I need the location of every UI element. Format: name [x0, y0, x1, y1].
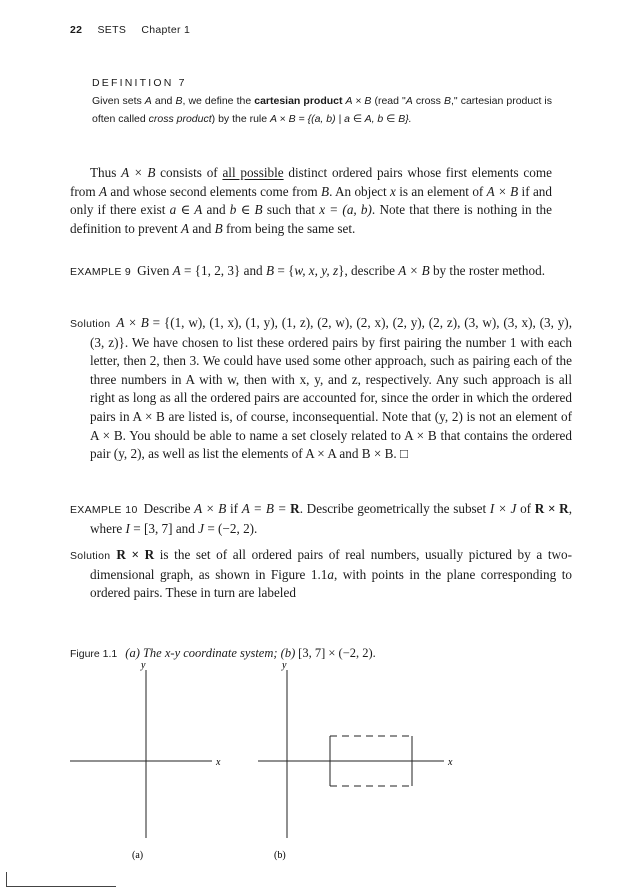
p-text: distinct ordered pairs whose first elements come from: [70, 165, 552, 199]
p-text: from being the same set.: [222, 220, 356, 236]
page-number: 22: [70, 24, 83, 36]
e-text: . Describe geometrically the subset: [299, 501, 490, 516]
e-text: = {1, 2, 3} and: [180, 263, 266, 278]
p-expr: A × B: [121, 165, 156, 180]
p-text: and: [189, 220, 215, 236]
e-text: Describe: [143, 501, 195, 516]
e-bold: R: [290, 501, 300, 516]
def-alt: cross product: [148, 113, 212, 125]
s-var: a: [327, 566, 334, 582]
p-text: and: [202, 202, 230, 218]
def-var: B: [175, 95, 183, 107]
p-text: . Note that there is nothing in the definition to prevent: [70, 202, 552, 236]
s-text: = {(1,: [148, 315, 189, 330]
e-expr: A × B: [398, 263, 430, 278]
def-text: (read ": [371, 95, 406, 107]
s-expr: A × B: [116, 315, 149, 330]
e-text: = {: [274, 263, 295, 278]
panel-b-x-label: x: [448, 757, 453, 768]
panel-a: [70, 660, 221, 861]
solution-label: Solution: [70, 318, 111, 330]
def-rule: A × B = {(a, b) | a ∈ A, b ∈ B}.: [270, 113, 412, 125]
panel-b-label: (b): [274, 850, 286, 861]
e-text: , where: [90, 501, 572, 536]
p-text: consists of: [155, 165, 223, 180]
def-var: B: [443, 95, 451, 107]
end-of-proof-icon: □: [399, 446, 408, 462]
e-var: J: [198, 520, 205, 536]
e-expr: I × J: [489, 501, 517, 516]
p-text: Thus: [90, 165, 122, 180]
e-text: of: [516, 501, 535, 516]
p-var: A: [180, 220, 190, 236]
e-expr: A × B: [194, 501, 227, 516]
p-var: B: [321, 183, 330, 199]
panel-a-label: (a): [132, 850, 144, 861]
solution-label: Solution: [70, 550, 111, 562]
def-expr: A × B: [345, 95, 372, 107]
e-var: A: [172, 263, 181, 278]
def-text: cross: [412, 95, 444, 107]
e-var: I: [125, 520, 130, 536]
p-var: B: [214, 220, 223, 236]
def-text: and: [151, 95, 176, 107]
s-text: is the set of all ordered pairs of real numbers, usually pictured by a two-dimensional graph, as shown in Figure 1.1: [90, 547, 572, 582]
s-text: , with points in the plane corresponding to ordered pairs. These in turn are labeled: [90, 566, 572, 601]
e-text: = (−2, 2).: [204, 520, 258, 536]
def-text: , we define the: [182, 95, 255, 107]
panel-b: [258, 660, 453, 861]
e-expr: A = B =: [241, 501, 291, 516]
scan-bottom-rule: [6, 886, 116, 887]
e-text: by the roster method.: [429, 263, 546, 278]
p-underlined: all possible: [222, 165, 284, 180]
p-text: such that: [262, 202, 320, 218]
panel-a-y-label: y: [141, 660, 146, 671]
e-text: = [3, 7] and: [129, 520, 199, 536]
s-text: w), (1, x), (1, y), (1, z), (2, w), (2, x), (2, y), (2, z), (3, w), (3, x), (3, y), (3, z)}. We have chosen to list these ordered pairs by first pairing the number 1 with each letter, then 2, then 3. We could have used some other approach, such as pairing each of the three numbers in A with w, then with x, y, and z, respectively. Any such approach is all right as long as all the ordered pairs are accounted for, since the order in which the ordered pairs in A × B are listed is, of course, inconsequential. Note that (y, 2) is not an element of A × B. You should be able to name a set closely related to A × B that contains the ordered pair (y, 2), as well as list the elements of A × A and B × B.: [90, 315, 572, 462]
p-text: is an element of: [395, 183, 487, 199]
p-text: . An object: [329, 183, 391, 199]
definition-heading: DEFINITION 7: [92, 77, 187, 89]
p-expr: a ∈ A: [169, 202, 203, 218]
def-text: ," cartesian product is often called: [92, 95, 553, 125]
p-expr: A × B: [486, 183, 519, 199]
p-expr: x = (a, b): [319, 202, 372, 218]
e-text: Given: [137, 263, 173, 278]
e-text: }, describe: [338, 263, 399, 278]
def-text: ) by the rule: [211, 113, 271, 125]
e-var: w, x, y, z: [294, 263, 339, 278]
def-term: cartesian product: [254, 95, 343, 107]
p-text: and whose second elements come from: [107, 183, 321, 199]
s-bold: R × R: [116, 547, 155, 562]
figure-label: Figure 1.1: [70, 648, 118, 660]
example-label: EXAMPLE 9: [70, 266, 132, 278]
chapter-label: Chapter 1: [141, 24, 191, 36]
def-text: Given sets: [92, 95, 145, 107]
e-var: B: [265, 263, 275, 278]
caption-text: (a) The x-y coordinate system; (b): [125, 646, 296, 660]
caption-set: [3, 7] × (−2, 2).: [298, 646, 376, 660]
e-bold: R × R: [534, 501, 569, 516]
panel-a-x-label: x: [216, 757, 221, 768]
e-text: if: [226, 501, 242, 516]
p-var: A: [99, 183, 108, 199]
def-var: A: [144, 95, 152, 107]
example-label: EXAMPLE 10: [70, 504, 138, 516]
section-title: SETS: [97, 24, 127, 36]
panel-b-y-label: y: [282, 660, 287, 671]
p-expr: b ∈ B: [229, 202, 263, 218]
p-var: x: [390, 183, 396, 199]
p-text: if and only if there exist: [70, 183, 552, 218]
def-var: A: [405, 95, 413, 107]
scan-corner-mark: [6, 872, 7, 886]
